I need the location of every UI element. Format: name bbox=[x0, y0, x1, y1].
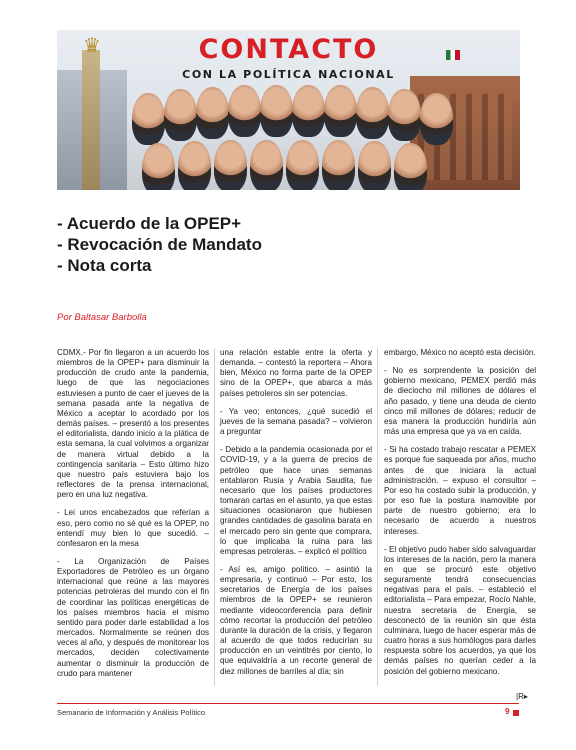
paragraph: - Lei unos encabezados que referían a eso, pero como no sé qué es la OPEP, no entendí muy bien lo que sucedió. – confesaron en la mesa bbox=[57, 508, 209, 548]
portrait bbox=[356, 87, 389, 139]
portrait bbox=[420, 93, 453, 145]
portrait bbox=[214, 140, 247, 190]
column-divider bbox=[214, 348, 215, 686]
page-number: 9 bbox=[505, 707, 510, 716]
title-line-2: - Revocación de Mandato bbox=[57, 235, 262, 254]
paragraph: - Así es, amigo político. – asintió la empresaria, y continuó – Por esto, los secretarios de Energía de los países miembros de la OPEP+ se reunieron mediante videoconferencia para definir cómo recortar la producción del petróleo durante la duración de la crisis, y llegaron al acuerdo de que todos reducirían su producción en un veintitrés por ciento, lo que equivaldría a un recorte general de diez millones de barriles al día; sin bbox=[220, 564, 372, 676]
article-titles bbox=[57, 213, 517, 276]
paragraph: embargo, México no aceptó esta decisión. bbox=[384, 348, 536, 357]
portrait bbox=[286, 140, 319, 190]
portrait bbox=[324, 85, 357, 137]
paragraph: - El objetivo pudo haber sido salvaguardar los intereses de la nación, pero la manera en que se procuró este objetivo seguramente tendrá consecuencias negativas para el país. – estableció el editorialista – Para empezar, Rocío Nahle, nuestra secretaria de Energía, se desconectó de la reunión sin que ésta culminara, luego de hacer esperar más de cuatro horas a sus homólogos para darles respuesta sobre los acuerdos, ya que los demás países no querían ceder a la posición del gobierno mexicano. bbox=[384, 544, 536, 676]
article-column-2 bbox=[220, 348, 372, 685]
portrait bbox=[178, 141, 211, 190]
author-byline: Por Baltasar Barbolla bbox=[57, 312, 147, 323]
magazine-subtitle: CON LA POLÍTICA NACIONAL bbox=[182, 68, 395, 81]
portrait bbox=[250, 140, 283, 190]
paragraph: CDMX.- Por fin llegaron a un acuerdo los miembros de la OPEP+ para disminuir la producción de crudo ante la pandemia, luego de que las negociaciones estuviesen a punto de caer el jueves de la semana pasada ante la negativa de México a aceptar lo acordado por los demás países. – presentó a los presentes el editorialista, dando inicio a la plática de esta semana, la cual volvimos a organizar de manera virtual debido a la contingencia sanitaria – Esto último hizo que nuestro país estuviera bajo los reflectores de la prensa internacional, pero en una luz negativa. bbox=[57, 348, 209, 500]
article-column-3 bbox=[384, 348, 536, 685]
article-column-1 bbox=[57, 348, 209, 687]
portrait bbox=[292, 85, 325, 137]
header-banner bbox=[57, 30, 520, 190]
portrait bbox=[388, 89, 421, 141]
politician-portraits bbox=[132, 85, 452, 190]
continue-mark: |R▸ bbox=[516, 692, 528, 701]
footer-rule bbox=[57, 703, 519, 704]
portrait bbox=[142, 143, 175, 190]
column-divider bbox=[377, 348, 378, 686]
title-line-3: - Nota corta bbox=[57, 256, 152, 275]
portrait bbox=[132, 93, 165, 145]
portrait bbox=[228, 85, 261, 137]
footer-square-icon bbox=[513, 710, 519, 716]
title-line-1: - Acuerdo de la OPEP+ bbox=[57, 214, 242, 233]
portrait bbox=[196, 87, 229, 139]
portrait bbox=[394, 143, 427, 190]
angel-statue-icon: ♛ bbox=[83, 33, 101, 57]
portrait bbox=[260, 85, 293, 137]
magazine-logo: CONTACTO bbox=[198, 34, 379, 65]
paragraph: - Ya veo; entonces, ¿qué sucedió el jueves de la semana pasada? – volvieron a preguntar bbox=[220, 406, 372, 437]
paragraph: una relación estable entre la oferta y demanda. – contestó la reportera – Ahora bien, México no forma parte de la OPEP sino de la OPEP+, que abarca a más países petroleros sin ser potencias. bbox=[220, 348, 372, 398]
paragraph: - La Organización de Países Exportadores de Petróleo es un órgano internacional que reúne a las mayores potencias petroleras del mundo con el fin de coordinar las políticas energéticas de los países miembros hacia el mismo sentido para poder darle estabilidad a los mercados. Normalmente se reúnen dos veces al año, y después de monitorear los mercados, deciden colectivamente aumentar o disminuir la producción de crudo para mantener bbox=[57, 556, 209, 678]
footer-publication: Semanario de Información y Análisis Político bbox=[57, 708, 205, 717]
paragraph: - Debido a la pandemia ocasionada por el COVID-19, y a la guerra de precios de petróleo que hace unas semanas entablaron Rusia y Arabia Saudita, fue necesario que los países productores tomaran cartas en el asunto, ya que estas situaciones ocasionaron que hubiesen grandes cantidades de gasolina barata en el mercado pero sin gente que comprara, lo que implicaba la ruina para las empresas petroleras. – explicó el político bbox=[220, 445, 372, 556]
portrait bbox=[164, 89, 197, 141]
paragraph: - Si ha costado trabajo rescatar a PEMEX es porque fue saqueada por años, mucho antes de que iniciara la actual administración. – expuso el consultor – Por eso ha costado subir la producción, y por eso fue la postura inamovible por parte de nuestro gobierno; era lo necesario de acuerdo a nuestros intereses. bbox=[384, 445, 536, 536]
portrait bbox=[322, 140, 355, 190]
paragraph: - No es sorprendente la posición del gobierno mexicano, PEMEX perdió más de dieciocho mil millones de dólares el año pasado, y tiene una deuda de ciento cinco mil millones de dólares; reducir de esa manera la producción hundiría aún más una empresa que ya va en caída. bbox=[384, 366, 536, 437]
portrait bbox=[358, 141, 391, 190]
